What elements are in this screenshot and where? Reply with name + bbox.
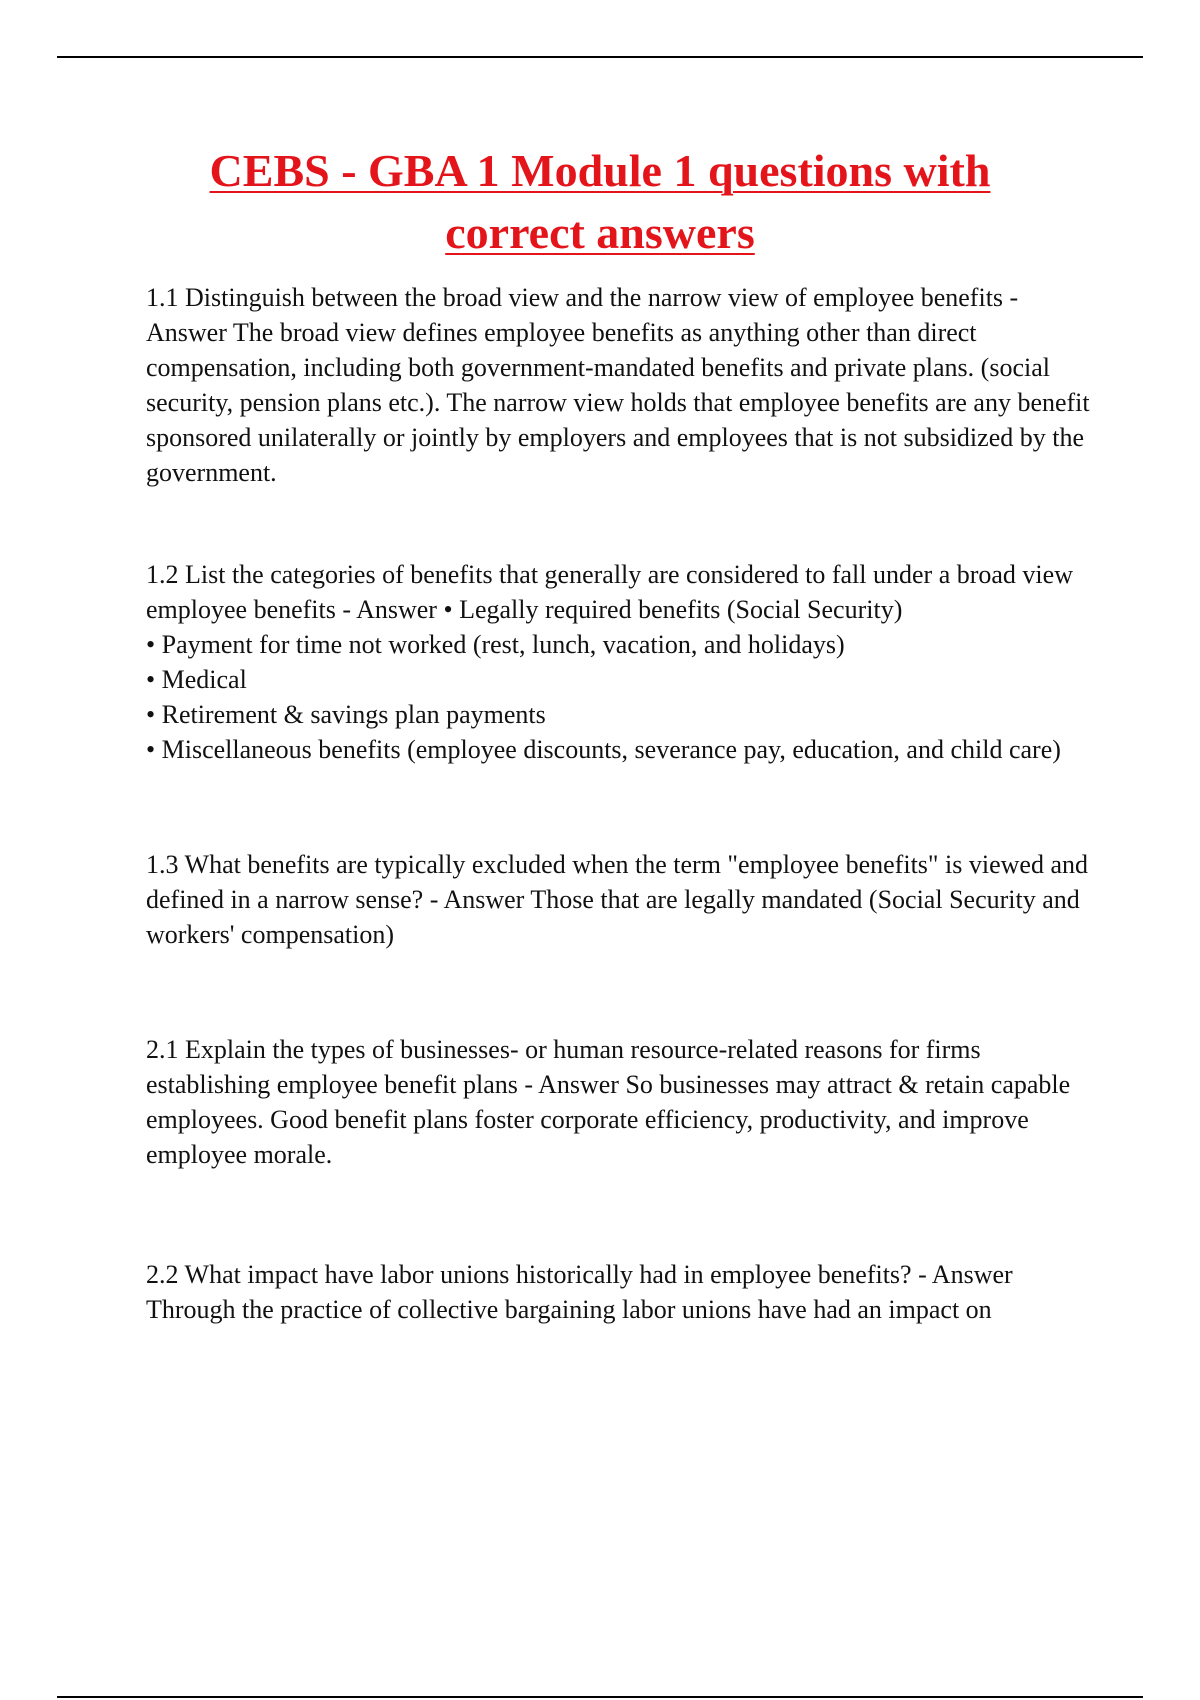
document-body bbox=[146, 280, 1092, 1327]
document-title bbox=[100, 140, 1100, 264]
question-1-2: 1.2 List the categories of benefits that generally are considered to fall under a broad view employee benefits - Answer • Legally required benefits (Social Security) bbox=[146, 560, 1073, 624]
bottom-rule bbox=[57, 1696, 1143, 1698]
question-2-2: 2.2 What impact have labor unions historically had in employee benefits? - Answer Through the practice of collective bargaining labor unions have had an impact on bbox=[146, 1260, 1013, 1324]
question-2-1: 2.1 Explain the types of businesses- or human resource-related reasons for firms establishing employee benefit plans - Answer So businesses may attract & retain capable employees. Good benefit plans foster corporate efficiency, productivity, and improve employee morale. bbox=[146, 1035, 1071, 1169]
list-item: • Payment for time not worked (rest, lunch, vacation, and holidays) bbox=[146, 630, 845, 659]
list-item: • Retirement & savings plan payments bbox=[146, 700, 546, 729]
title-line-1: CEBS - GBA 1 Module 1 questions with bbox=[209, 145, 991, 196]
list-item: • Miscellaneous benefits (employee discounts, severance pay, education, and child care) bbox=[146, 735, 1061, 764]
top-rule bbox=[57, 56, 1143, 58]
title-line-2: correct answers bbox=[445, 207, 755, 258]
question-1-1: 1.1 Distinguish between the broad view and the narrow view of employee benefits - Answer The broad view defines employee benefits as anything other than direct compensation, including both government-mandated benefits and private plans. (social security, pension plans etc.). The narrow view holds that employee benefits are any benefit sponsored unilaterally or jointly by employers and employees that is not subsidized by the government. bbox=[146, 283, 1090, 487]
question-1-3: 1.3 What benefits are typically excluded when the term "employee benefits" is viewed and defined in a narrow sense? - Answer Those that are legally mandated (Social Security and workers' compensation) bbox=[146, 850, 1088, 949]
list-item: • Medical bbox=[146, 665, 247, 694]
